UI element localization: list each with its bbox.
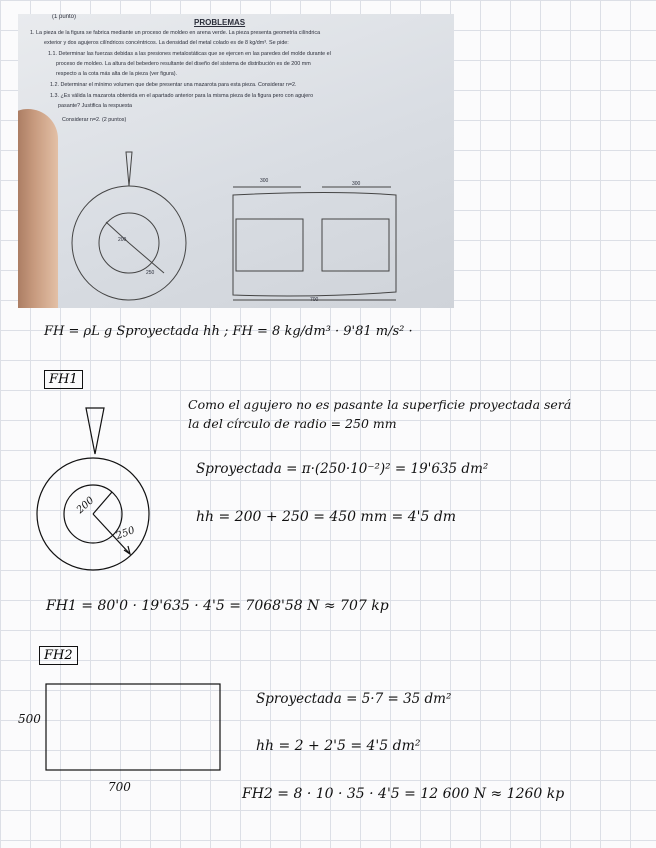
radius-outer: 250 (114, 525, 137, 542)
fh1-label: FH1 (44, 370, 83, 389)
dim-label: 250 (146, 270, 155, 276)
dim-label: 300 (352, 181, 361, 187)
rect-width: 700 (108, 780, 131, 794)
dim-label: 700 (310, 297, 319, 303)
statement-line: 1.3. ¿Es válida la mazarota obtenida en el apartado anterior para la misma pieza de la figura pero con agujero (50, 93, 314, 99)
problem-sheet-photo (18, 14, 454, 308)
statement-line: proceso de moldeo. La altura del bebedero resultante del diseño del sistema de distribución es de 200 mm (56, 61, 311, 67)
radius-inner: 200 (74, 495, 97, 516)
formula-line: FH = ρL g Sproyectada hh ; FH = 8 kg/dm³ · 9'81 m/s² · (44, 324, 413, 339)
rectangle-sketch (44, 682, 224, 772)
dim-label: 200 (118, 237, 127, 243)
sheet-figures (18, 14, 454, 308)
dim-label: 300 (260, 178, 269, 184)
fh2-result: FH2 = 8 · 10 · 35 · 4'5 = 12 600 N ≈ 1260 kp (242, 786, 565, 802)
rect-height: 500 (18, 712, 41, 726)
statement-line: 1.2. Determinar el mínimo volumen que debe presentar una mazarota para esta pieza. Considerar n=2. (50, 82, 297, 88)
height-2: hh = 2 + 2'5 = 4'5 dm² (256, 738, 421, 754)
circle-sketch (28, 406, 168, 586)
fh2-label: FH2 (39, 646, 78, 665)
fh1-result: FH1 = 80'0 · 19'635 · 4'5 = 7068'58 N ≈ 707 kp (46, 598, 389, 614)
explanation-line: Como el agujero no es pasante la superficie proyectada será (188, 397, 572, 412)
statement-line: pasante? Justifica la respuesta (58, 103, 133, 109)
thumb (18, 109, 58, 308)
projected-area-2: Sproyectada = 5·7 = 35 dm² (256, 691, 452, 707)
statement-line: 1. La pieza de la figura se fabrica mediante un proceso de moldeo en arena verde. La pieza presenta geometría cilíndrica (30, 30, 321, 36)
statement-line: Considerar n=2. (2 puntos) (62, 117, 127, 123)
statement-line: exterior y dos agujeros cilíndricos concéntricos. La densidad del metal colado es de 8 kg/dm³. Se pide: (44, 40, 289, 46)
statement-line: 1.1. Determinar las fuerzas debidas a las presiones metalostáticas que se ejercen en las paredes del molde durante el (48, 51, 331, 57)
height-1: hh = 200 + 250 = 450 mm = 4'5 dm (196, 509, 457, 525)
statement-line: respecto a la cota más alta de la pieza (ver figura). (56, 71, 178, 77)
projected-area-1: Sproyectada = π·(250·10⁻²)² = 19'635 dm² (196, 461, 489, 477)
points-label: (1 punto) (52, 14, 77, 20)
sheet-heading: PROBLEMAS (194, 18, 246, 27)
explanation-line: la del círculo de radio = 250 mm (188, 416, 397, 431)
